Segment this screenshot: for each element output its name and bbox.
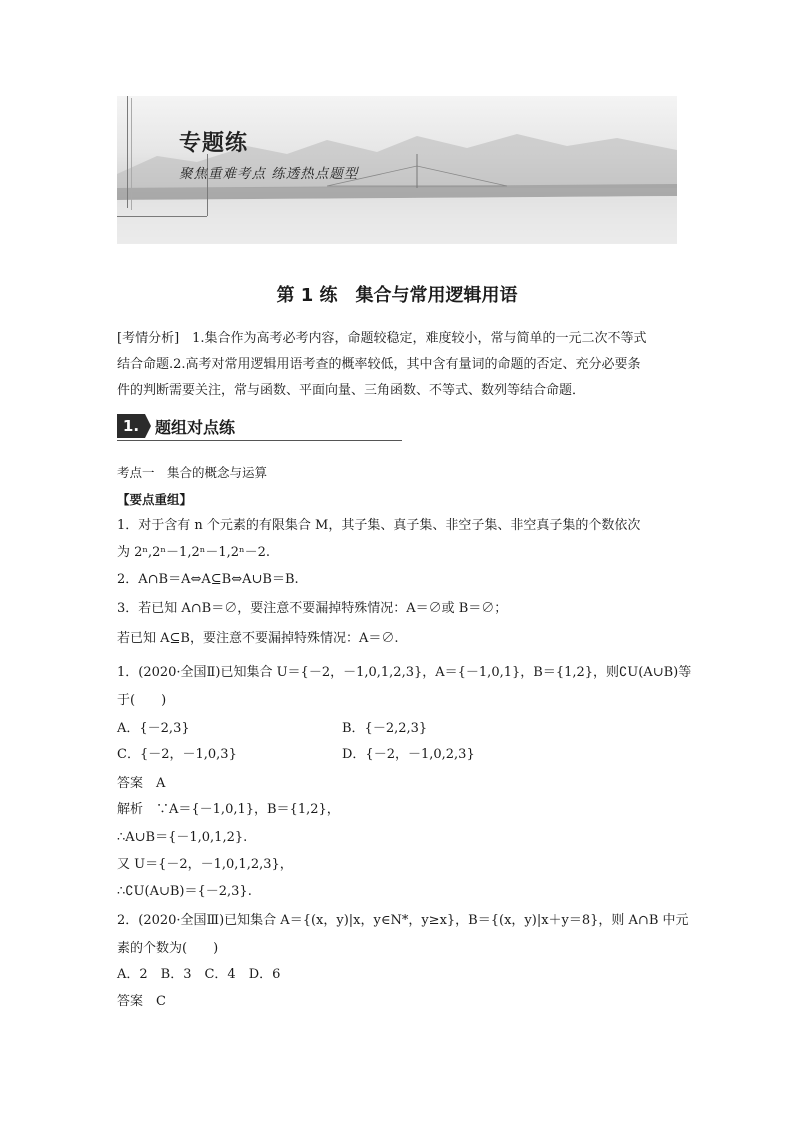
section-divider: [117, 440, 402, 441]
analysis-line-1: [考情分析] 1.集合作为高考必考内容，命题较稳定，难度较小，常与简单的一元二次不等式: [117, 331, 647, 346]
question-2-answer: 答案 C: [117, 994, 166, 1009]
key-points-heading: 【要点重组】: [117, 492, 193, 507]
question-1-answer: 答案 A: [117, 776, 166, 791]
key-point-4: 若已知 A⊆B，要注意不要漏掉特殊情况：A＝∅.: [117, 631, 399, 646]
section-number-badge: 1.: [117, 414, 145, 438]
question-1-option-b: B．{－2,2,3}: [342, 721, 428, 736]
question-2-line-2: 素的个数为( ): [117, 941, 219, 956]
analysis-line-3: 件的判断需要关注，常与函数、平面向量、三角函数、不等式、数列等结合命题．: [117, 383, 586, 398]
page-title: 第 1 练 集合与常用逻辑用语: [276, 285, 518, 306]
question-1-option-a: A．{－2,3}: [117, 721, 190, 736]
key-point-1-line-2: 为 2ⁿ,2ⁿ－1,2ⁿ－1,2ⁿ－2.: [117, 545, 271, 560]
banner-title: 专题练: [179, 131, 249, 156]
key-point-1-line-1: 1．对于含有 n 个元素的有限集合 M，其子集、真子集、非空子集、非空真子集的个数依次: [117, 518, 641, 533]
banner-subtitle: 聚焦重难考点 练透热点题型: [179, 166, 359, 182]
header-banner: [117, 96, 677, 244]
topic-heading: 考点一 集合的概念与运算: [117, 465, 268, 480]
question-1-line-1: 1．(2020·全国Ⅱ)已知集合 U＝{－2，－1,0,1,2,3}，A＝{－1,0,1}，B＝{1,2}，则∁U(A∪B)等: [117, 665, 692, 680]
question-1-solution-4: ∴∁U(A∪B)＝{－2,3}.: [117, 884, 252, 899]
section-heading: [117, 412, 402, 440]
key-point-3: 3．若已知 A∩B＝∅，要注意不要漏掉特殊情况：A＝∅或 B＝∅；: [117, 601, 508, 616]
question-1-solution-2: ∴A∪B＝{－1,0,1,2}.: [117, 830, 248, 845]
analysis-line-2: 结合命题.2.高考对常用逻辑用语考查的概率较低，其中含有量词的命题的否定、充分必要条: [117, 357, 641, 372]
question-1-option-d: D．{－2，－1,0,2,3}: [342, 747, 475, 762]
key-point-2: 2．A∩B＝A⇔A⊆B⇔A∪B＝B.: [117, 572, 299, 587]
question-1-solution-3: 又 U＝{－2，－1,0,1,2,3}，: [117, 857, 293, 872]
question-1-option-c: C．{－2，－1,0,3}: [117, 747, 237, 762]
question-2-options: A．2 B．3 C．4 D．6: [117, 967, 281, 982]
question-1-line-2: 于( ): [117, 693, 167, 708]
question-1-solution-1: 解析 ∵A＝{－1,0,1}，B＝{1,2}，: [117, 802, 340, 817]
section-label: 题组对点练: [155, 418, 236, 437]
question-2-line-1: 2．(2020·全国Ⅲ)已知集合 A＝{(x，y)|x，y∈N*，y≥x}，B＝{(x，y)|x＋y＝8}，则 A∩B 中元: [117, 913, 689, 928]
